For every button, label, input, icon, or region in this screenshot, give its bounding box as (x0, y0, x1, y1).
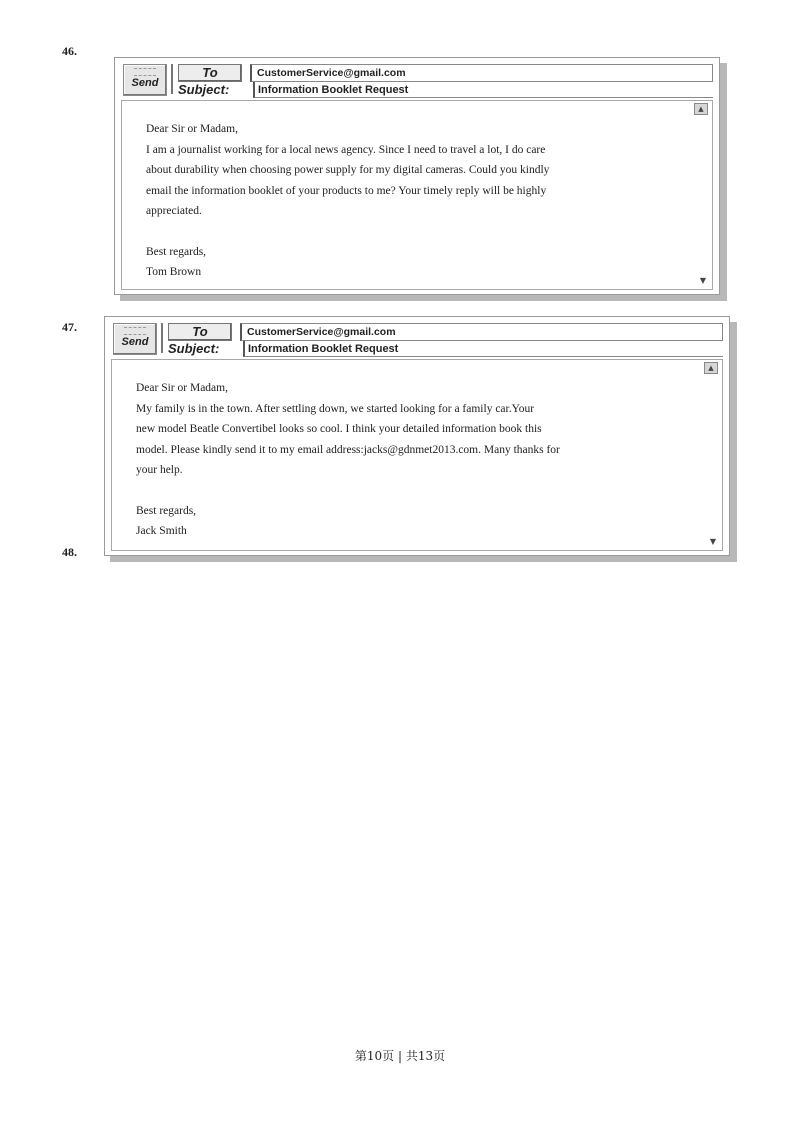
question-number-48: 48. (62, 545, 77, 559)
subject-field[interactable]: Information Booklet Request (253, 82, 713, 98)
to-field[interactable]: CustomerService@gmail.com (250, 64, 713, 82)
closing: Best regards, (146, 245, 207, 258)
send-button[interactable]: Send (123, 64, 167, 96)
message-body[interactable] (111, 359, 723, 551)
to-button[interactable]: To (168, 323, 232, 341)
question-number-47: 47. (62, 320, 77, 334)
body-line: appreciated. (146, 205, 202, 217)
signature: Jack Smith (136, 525, 187, 537)
salutation: Dear Sir or Madam, (146, 123, 238, 135)
scroll-up-icon[interactable]: ▲ (704, 362, 718, 374)
email-window-47 (104, 316, 730, 556)
send-button[interactable]: Send (113, 323, 157, 355)
subject-label: Subject: (168, 341, 220, 356)
scroll-up-icon[interactable]: ▲ (694, 103, 708, 115)
subject-field[interactable]: Information Booklet Request (243, 341, 723, 357)
body-line: I am a journalist working for a local news agency. Since I need to travel a lot, I do care (146, 143, 546, 156)
body-line: new model Beatle Convertibel looks so cool. I think your detailed information book this (136, 423, 542, 435)
scroll-down-icon[interactable]: ▼ (699, 276, 706, 285)
message-body[interactable] (121, 100, 713, 290)
signature: Tom Brown (146, 266, 202, 278)
to-field[interactable]: CustomerService@gmail.com (240, 323, 723, 341)
body-line: My family is in the town. After settling down, we started looking for a family car.Your (136, 402, 535, 415)
body-line: model. Please kindly send it to my email address:jacks@gdnmet2013.com. Many thanks for (136, 443, 560, 456)
question-number-46: 46. (62, 44, 77, 58)
body-line: email the information booklet of your products to me? Your timely reply will be highly (146, 184, 547, 197)
body-line: your help. (136, 464, 183, 476)
page-footer: 第10页 | 共13页 (354, 1049, 446, 1063)
send-icon (134, 68, 156, 76)
to-button[interactable]: To (178, 64, 242, 82)
email-window-46 (114, 57, 720, 295)
closing: Best regards, (136, 504, 197, 517)
subject-label: Subject: (178, 82, 230, 97)
scroll-down-icon[interactable]: ▼ (709, 537, 716, 546)
body-line: about durability when choosing power supply for my digital cameras. Could you kindly (146, 164, 550, 176)
send-icon (124, 327, 146, 335)
salutation: Dear Sir or Madam, (136, 382, 228, 394)
